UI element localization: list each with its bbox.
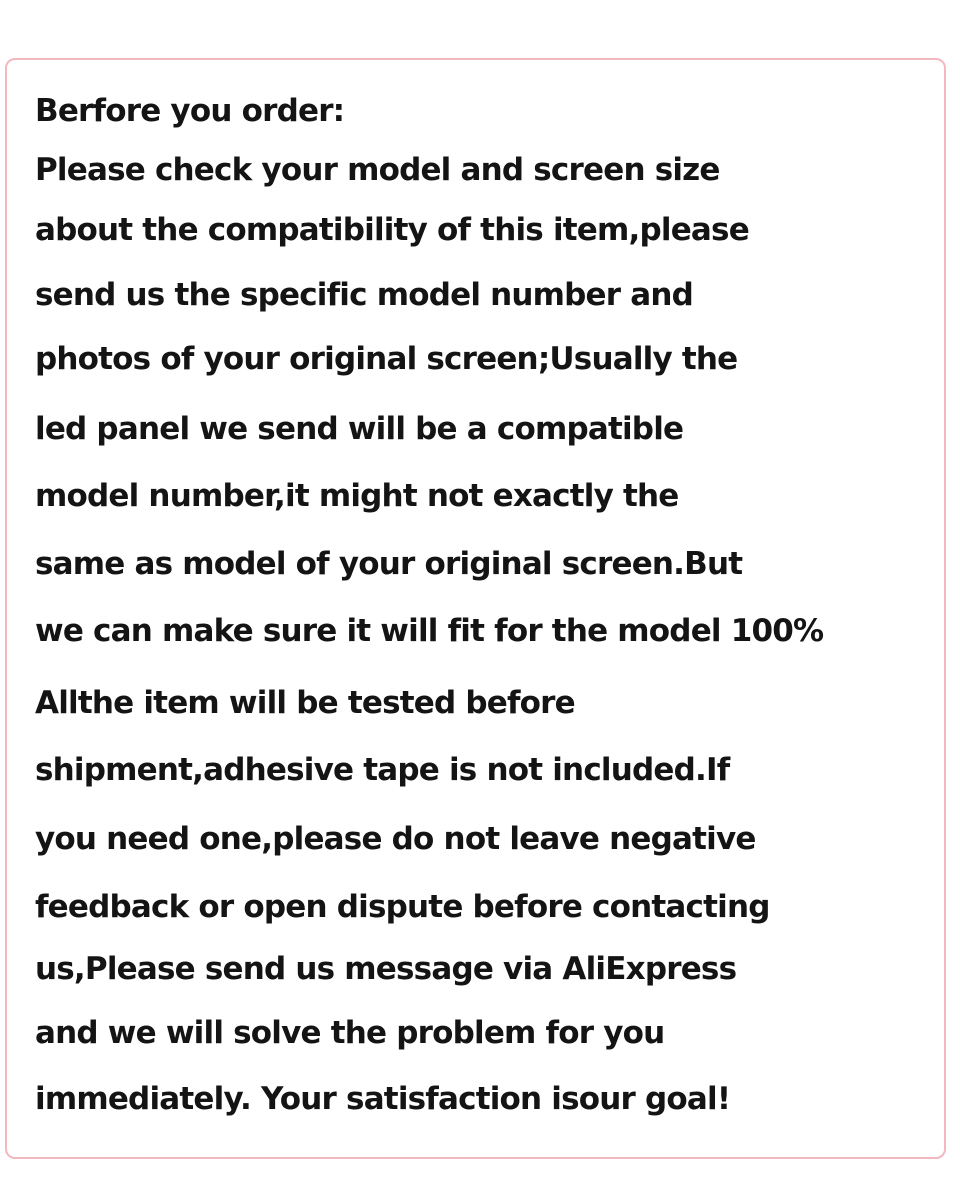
notice-line: about the compatibility of this item,please	[35, 212, 749, 248]
notice-line: led panel we send will be a compatible	[35, 411, 684, 447]
notice-line: we can make sure it will fit for the model 100%	[35, 613, 824, 649]
notice-heading: Berfore you order:	[35, 93, 345, 129]
notice-line: photos of your original screen;Usually the	[35, 341, 738, 377]
notice-line: Please check your model and screen size	[35, 152, 720, 188]
notice-line: immediately. Your satisfaction isour goal!	[35, 1081, 731, 1117]
notice-line: send us the specific model number and	[35, 277, 694, 313]
notice-line: us,Please send us message via AliExpress	[35, 951, 737, 987]
notice-line: same as model of your original screen.But	[35, 546, 743, 582]
notice-line: and we will solve the problem for you	[35, 1015, 665, 1051]
notice-line: feedback or open dispute before contacting	[35, 889, 770, 925]
notice-line: Allthe item will be tested before	[35, 685, 575, 721]
notice-line: model number,it might not exactly the	[35, 478, 679, 514]
notice-line: shipment,adhesive tape is not included.If	[35, 752, 730, 788]
notice-line: you need one,please do not leave negative	[35, 821, 756, 857]
